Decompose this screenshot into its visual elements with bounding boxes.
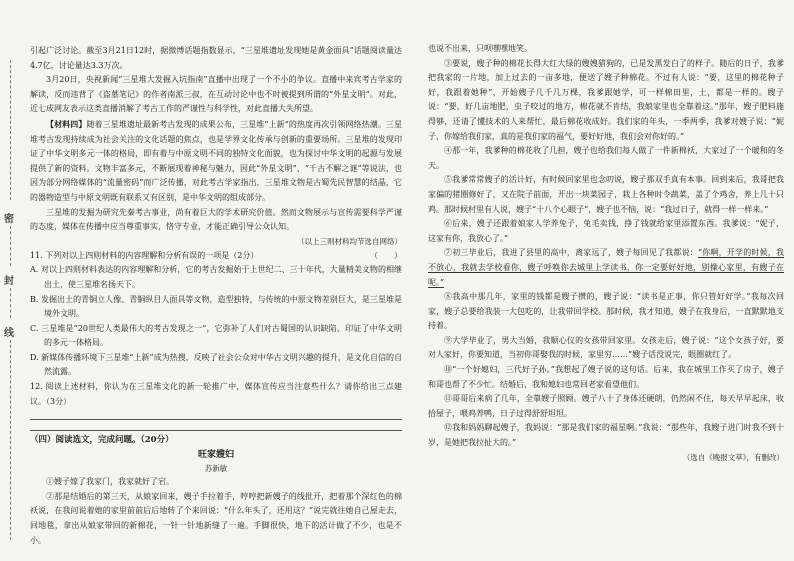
gutter-mark-seal: 封 [4,276,14,287]
binding-gutter [0,0,30,561]
intro-paragraph: 引起广泛讨论。截至3月21日12时，据微博话题指数显示，“三星堆遗址发现她是黄金面具”话题阅读量达4.7亿，讨论量达3.3万次。 [30,46,402,70]
question-12: 12. 阅读上述材料，你认为在三星堆文化的新一轮推广中，媒体宣传应当注意些什么？请你给出三点建议。（3分） [30,382,402,406]
option-a[interactable]: A. 对以上四则材料表达的内容理解和分析，它的考古发掘始于上世纪二、三十年代，大量精美文物的相继出土，使三星堆名扬天下。 [30,265,402,289]
dashed-rule [10,226,11,266]
material-4 [30,117,402,206]
gutter-mark-seal: 密 [4,214,14,225]
story-paragraph: ⑫我和妈妈聊起嫂子，我妈说：“那是我们家的福星啊。”我说：“那些年，我嫂子进门时我不到十岁，是她把我拉扯大的。” [428,423,784,448]
story-paragraph: ①嫂子嫁了我家门，我家就好了宕。 [46,477,174,487]
dashed-rule [10,288,11,318]
option-d[interactable]: D. 新媒体传播环境下三星堆“上新”成为热搜，反映了社会公众对中华古文明兴趣的提升，是文化自信的自然流露。 [30,352,402,377]
story-paragraph: 也说不出来，只呗嘿嘿地笑。 [428,44,532,53]
story-paragraph: ⑧我高中那几年，家里的钱都是嫂子攒的，嫂子说：“读书是正事，你只管好好学。”我每次回家，嫂子总要给我装一大包吃的，让我带回学校。那时候，我才知道，嫂子在我身后，一直默默地支持着。 [428,292,784,331]
intro-paragraph: 3月20日，央视新闻“三星堆大发掘入坑指南”直播中出现了一个不小的争议。直播中来宾考古学家的解读，反而违背了《盗墓笔记》的作者南派三叔，在互动讨论中也不时被提到所谓的“外星文明”。对此，近七成网友表示这类直播消解了考古工作的严谨性与科学性，对此直播大失所望。 [30,75,402,114]
option-b[interactable]: B. 发掘出土的青铜立人像、青铜纵目人面具等文物，造型独特，与传统的中原文物差别巨大，是三星堆是境外文明。 [30,294,402,319]
story-paragraph: ③要说，嫂子种的棉花长得大红大绿的嫂嫂猎狗的，已是发黑发白了的样子。随后的日子，我爹把我家的一片地，加上过去的一亩多地，便送了嫂子种棉花。不过有人说：“要，这里的棉花种子好，我跟着她种”，开始嫂子几千几万棵，我爹跟她学，可一样棉田里，土，都是一样的。嫂子说：“要，好几亩地肥，虫子咬过的地方，棉花就不肯结，我娘家里也全靠着这。”那年，嫂子肥料施得够，还请了懂技术的人来帮忙，最后棉花收成好。我们家的年头，一季两季，我爹对嫂子说：“妮子，你嫁给我们家，真的是我们家的福气，要好好地，我们会对你好的。” [428,58,784,141]
story-source: （选自《晚报文萃》，有删改） [682,452,784,462]
answer-line[interactable] [30,422,402,431]
material-4-text: 随着三星堆遗址最新考古发现的成果公布，三星堆“上新”的热度再次引领网络热潮。三星堆考古发现持续成为社会关注的文化话题的焦点，也是学界文化传承与创新的重要场所。三星堆的发现印证了中华文明多元一体的格局，即有着与中原文明不同的独特文化面貌，也为探讨中华文明的起源与发展提供了新的资料。文物丰富多元，不断展现着神秘与魅力，因此“外星文明”、“千古不解之谜”等说法，也因为部分网络媒体的“流量密码”而广泛传播，对此考古学家指出，三星堆文物是古蜀先民智慧的结晶，它的器物造型与中原文明既有联系又有区别，是中华文明的组成部分。 [30,119,402,202]
story-paragraph [428,246,784,290]
answer-bracket[interactable]: （ ） [370,250,402,260]
source-note: （以上三则材料均节选自网络） [297,236,402,246]
story-paragraph: ⑤我爹常常嫂子的活计好，有时候回家里也念叨说，嫂子那双手真有本事。回到来后，我哥把我家偏的猪圈修好了，又在院子前面，开出一块菜园子，栽上各种时令蔬菜，盖了个鸡舍，养上几十只鸡。那时候村里有人说，嫂子“十八个心眼子”，嫂子也不恼，说：“我过日子，就得一样一样来。” [428,175,784,214]
left-column [30,0,402,561]
question-11-stem: 11. 下列对以上四则材料的内容理解和分析有误的一项是（2分） [30,250,259,260]
dashed-rule [10,340,11,540]
dashed-rule [10,60,11,200]
story-author: 苏新敏 [204,464,228,474]
story-paragraph: ②那是结婚后的第三天，从娘家回来，嫂子手拉着手，哼哼把新嫂子的线批开，把着那个深红色的棉袄说，在我问说着她的家里前前后后地转了个来回说：“什么年头了，还用这？”说完就往她自己屋走去，回地毯，拿出从娘家带回的新棉花，一针一针地新缝了一遍。手脚很快，地下的活计做了不少，也是不小。 [30,491,402,545]
gutter-mark-line: 线 [4,328,14,339]
story-paragraph: ④那一年，我爹种的棉花收了几担，嫂子也给我们每人做了一件新棉袄，大家过了一个暖和的冬天。 [428,146,784,170]
story-paragraph: ⑥后来，嫂子还跟着娘家人学养兔子，兔毛卖钱，挣了钱就给家里添置东西。我爹说：“妮子，这家有你，我放心了。” [428,219,784,243]
story-title: 旺家嫂妇 [197,450,234,461]
section-title: （四）阅读选文，完成问题。（20分） [30,435,174,446]
answer-line[interactable] [30,411,402,420]
right-column [428,0,784,561]
story-paragraph: ⑪哥哥后来病了几年，全靠嫂子照顾。嫂子八十了身体还硬朗，仍然闲不住，每天早早起床，收拾屋子，喂鸡养鸭，日子过得舒舒坦坦。 [428,394,784,418]
option-c[interactable]: C. 三星堆是“20世纪人类最伟大的考古发现之一”，它弥补了人们对古蜀国的认识缺陷，印证了中华文明的多元一体格局。 [30,323,402,348]
material-4-label: 【材料四】 [46,118,87,129]
story-paragraph: ⑩“一个好媳妇，三代好子孙。”我想起了嫂子说的这句话。后来，我在城里工作买了房子，嫂子和哥也帮了不少忙。结婚后，我和媳妇也常回老家看望他们。 [428,365,784,389]
story-paragraph: ⑨大学毕业了，男大当婚，我顺心仪的女孩带回家里。女孩走后，嫂子说：“这个女孩子好，要对人家好，你要知道，当初你哥娶我的时候，家里穷……”嫂子话没说完，眼圈就红了。 [428,335,784,360]
story-text: ⑦初三毕业后，我进了县里的高中，离家远了，嫂子每回见了我都说： [444,248,698,258]
material-4-paragraph: 三星堆的发掘为研究先秦考古事业，尚有着巨大的学术研究价值。然而文物展示与宣传需要科学严谨的态度，媒体在传播中应当尊重事实，恪守专业，才能正确引导公众认知。 [30,207,402,232]
question-11 [30,249,402,264]
underlined-quote: “你啊，开学的时候，我不放心，我就去学校看你，嫂子呼唤你去城里上学读书，你一定要好好地，别操心家里，有嫂子在呢。” [428,248,784,287]
